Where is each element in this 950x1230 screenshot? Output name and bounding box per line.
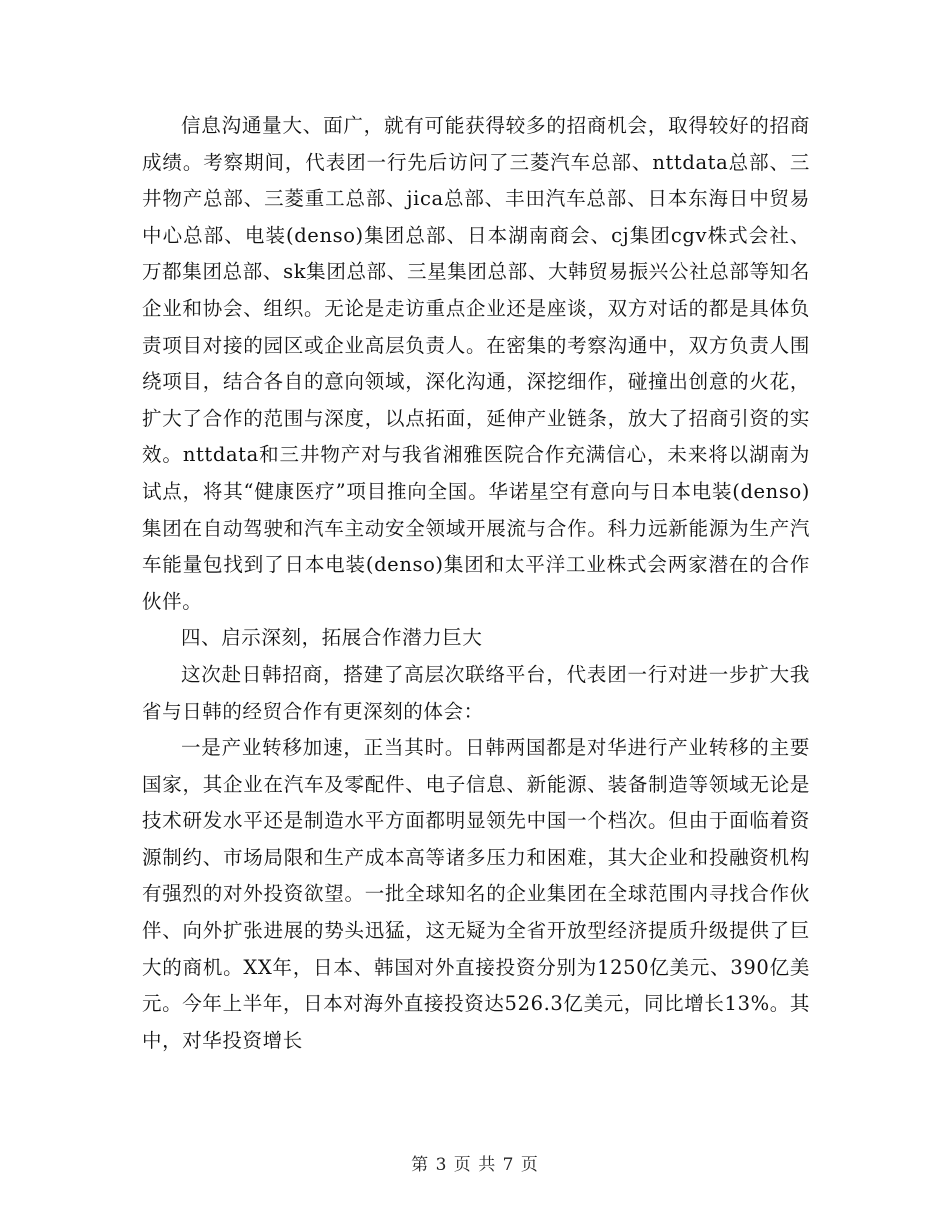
paragraph-investment-exchange: 信息沟通量大、面广，就有可能获得较多的招商机会，取得较好的招商成绩。考察期间，代表团一行先后访问了三菱汽车总部、nttdata总部、三井物产总部、三菱重工总部、jica总部、丰田汽车总部、日本东海日中贸易中心总部、电装(denso)集团总部、日本湖南商会、cj集团cgv株式会社、万都集团总部、sk集团总部、三星集团总部、大韩贸易振兴公社总部等知名企业和协会、组织。无论是走访重点企业还是座谈，双方对话的都是具体负责项目对接的园区或企业高层负责人。在密集的考察沟通中，双方负责人围绕项目，结合各自的意向领域，深化沟通，深挖细作，碰撞出创意的火花，扩大了合作的范围与深度，以点拓面，延伸产业链条，放大了招商引资的实效。nttdata和三井物产对与我省湘雅医院合作充满信心，未来将以湖南为试点，将其“健康医疗”项目推向全国。华诺星空有意向与日本电装(denso)集团在自动驾驶和汽车主动安全领域开展流与合作。科力远新能源为生产汽车能量包找到了日本电装(denso)集团和太平洋工业株式会两家潜在的合作伙伴。 [142, 114, 810, 613]
paragraph-industrial-transfer: 一是产业转移加速，正当其时。日韩两国都是对华进行产业转移的主要国家，其企业在汽车及零配件、电子信息、新能源、装备制造等领域无论是技术研发水平还是制造水平方面都明显领先中国一个档次。但由于面临着资源制约、市场局限和生产成本高等诸多压力和困难，其大企业和投融资机构有强烈的对外投资欲望。一批全球知名的企业集团在全球范围内寻找合作伙伴、向外扩张进展的势头迅猛，这无疑为全省开放型经济提质升级提供了巨大的商机。XX年，日本、韩国对外直接投资分别为1250亿美元、390亿美元。今年上半年，日本对海外直接投资达526.3亿美元，同比增长13%。其中，对华投资增长 [142, 736, 810, 1052]
page-footer: 第 3 页 共 7 页 [411, 1155, 539, 1175]
paragraph-trip-summary: 这次赴日韩招商，搭建了高层次联络平台，代表团一行对进一步扩大我省与日韩的经贸合作有更深刻的体会： [142, 662, 810, 723]
document-body [142, 108, 810, 1059]
section-heading-four: 四、启示深刻，拓展合作潜力巨大 [181, 626, 483, 650]
